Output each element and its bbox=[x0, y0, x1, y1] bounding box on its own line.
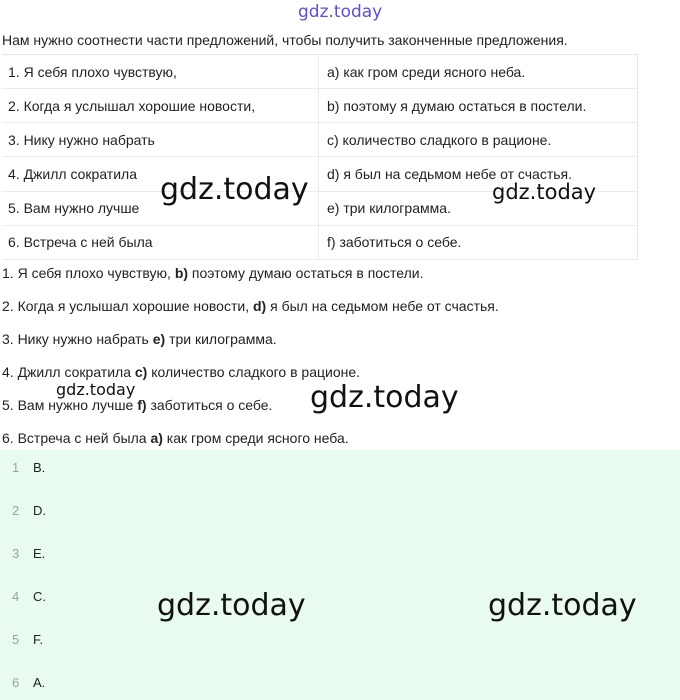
sentence-start: 1. Я себя плохо чувствую, bbox=[2, 55, 319, 89]
answer-letter: a) bbox=[150, 430, 163, 446]
key-value: E. bbox=[33, 546, 46, 561]
sentence-end: b) поэтому я думаю остаться в постели. bbox=[319, 89, 638, 123]
answer-start: 2. Когда я услышал хорошие новости, bbox=[2, 298, 253, 314]
answer-start: 6. Встреча с ней была bbox=[2, 430, 151, 446]
answer-line bbox=[0, 295, 680, 328]
watermark: gdz.today bbox=[488, 588, 637, 623]
key-number: 1 bbox=[12, 460, 20, 475]
table-row bbox=[2, 89, 638, 123]
sentence-start: 3. Нику нужно набрать bbox=[2, 123, 319, 157]
watermark: gdz.today bbox=[157, 588, 306, 623]
answer-end: поэтому думаю остаться в постели. bbox=[188, 265, 424, 281]
table-row bbox=[2, 123, 638, 157]
sentence-end: d) я был на седьмом небе от счастья. bbox=[319, 157, 638, 191]
sentence-start: 6. Встреча с ней была bbox=[2, 225, 319, 259]
key-number: 6 bbox=[12, 675, 20, 690]
answer-start: 4. Джилл сократила bbox=[2, 364, 135, 380]
sentence-end: f) заботиться о себе. bbox=[319, 225, 638, 259]
answer-letter: e) bbox=[152, 331, 166, 347]
answer-start: 5. Вам нужно лучше bbox=[2, 397, 138, 413]
watermark: gdz.today bbox=[56, 380, 136, 399]
answer-end: заботиться о себе. bbox=[146, 397, 273, 413]
answer-start: 1. Я себя плохо чувствую, bbox=[2, 265, 175, 281]
key-value: D. bbox=[33, 503, 46, 518]
table-row bbox=[2, 225, 638, 259]
watermark: gdz.today bbox=[310, 380, 459, 415]
key-row bbox=[0, 673, 680, 693]
matching-table bbox=[2, 54, 638, 260]
answer-end: количество сладкого в рационе. bbox=[147, 364, 361, 380]
key-row bbox=[0, 544, 680, 564]
answer-letter: b) bbox=[174, 265, 189, 281]
answer-end: я был на седьмом небе от счастья. bbox=[266, 298, 499, 314]
answer-list bbox=[0, 262, 680, 460]
key-value: A. bbox=[33, 675, 46, 690]
key-row bbox=[0, 458, 680, 478]
key-number: 4 bbox=[12, 589, 20, 604]
sentence-end: c) количество сладкого в рационе. bbox=[319, 123, 638, 157]
key-number: 5 bbox=[12, 632, 20, 647]
sentence-start: 4. Джилл сократила bbox=[2, 157, 319, 191]
answer-end: три килограмма. bbox=[165, 331, 277, 347]
answer-line bbox=[0, 262, 680, 295]
sentence-end: e) три килограмма. bbox=[319, 191, 638, 225]
key-row bbox=[0, 501, 680, 521]
answer-letter: d) bbox=[252, 298, 267, 314]
watermark-top: gdz.today bbox=[298, 2, 383, 22]
sentence-end: a) как гром среди ясного неба. bbox=[319, 55, 638, 89]
key-row bbox=[0, 630, 680, 650]
table-row bbox=[2, 55, 638, 89]
answer-start: 3. Нику нужно набрать bbox=[2, 331, 153, 347]
key-number: 3 bbox=[12, 546, 20, 561]
instruction-text: Нам нужно соотнести части предложений, чтобы получить законченные предложения. bbox=[2, 32, 568, 48]
answer-key-panel bbox=[0, 450, 680, 700]
key-value: B. bbox=[33, 460, 46, 475]
answer-letter: c) bbox=[134, 364, 148, 380]
answer-end: как гром среди ясного неба. bbox=[162, 430, 349, 446]
answer-line bbox=[0, 328, 680, 361]
watermark: gdz.today bbox=[160, 172, 309, 207]
key-value: F. bbox=[33, 632, 44, 647]
sentence-start: 2. Когда я услышал хорошие новости, bbox=[2, 89, 319, 123]
key-number: 2 bbox=[12, 503, 20, 518]
sentence-start: 5. Вам нужно лучше bbox=[2, 191, 319, 225]
answer-letter: f) bbox=[137, 397, 147, 413]
key-value: C. bbox=[33, 589, 46, 604]
watermark: gdz.today bbox=[492, 180, 597, 204]
